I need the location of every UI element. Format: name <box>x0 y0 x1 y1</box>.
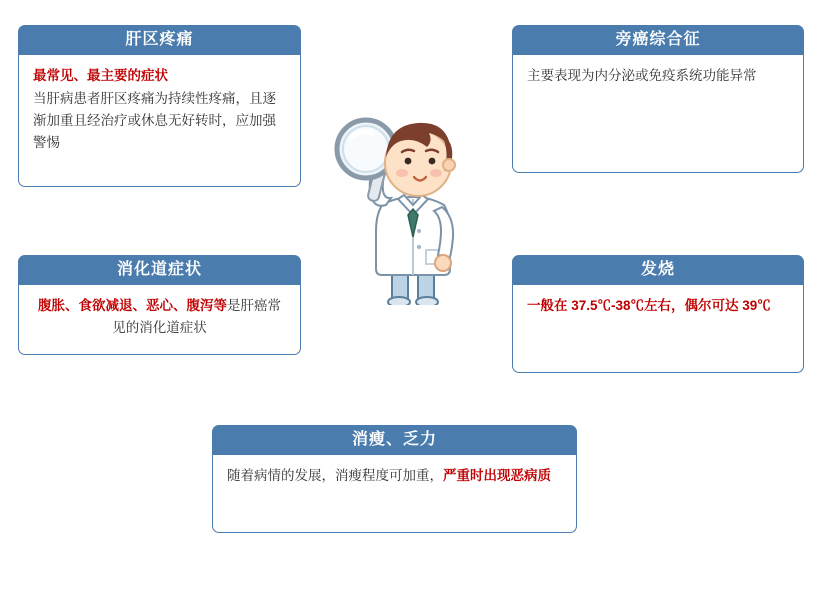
card-fever-highlight: 一般在 37.5℃-38℃左右，偶尔可达 39℃ <box>527 298 771 314</box>
card-wasting-text: 随着病情的发展，消瘦程度可加重， <box>227 468 443 484</box>
card-paraneoplastic-body <box>512 55 804 173</box>
card-liver-pain-body <box>18 55 301 187</box>
card-liver-pain-highlight: 最常见、最主要的症状 <box>33 68 168 84</box>
card-liver-pain <box>18 25 301 187</box>
card-digestive-body <box>18 285 301 355</box>
card-paraneoplastic <box>512 25 804 173</box>
card-digestive-highlight: 腹胀、食欲减退、恶心、腹泻等 <box>38 298 227 314</box>
card-fever-title: 发烧 <box>512 255 804 285</box>
card-fever <box>512 255 804 373</box>
card-digestive <box>18 255 301 355</box>
card-wasting-body <box>212 455 577 533</box>
card-paraneoplastic-text: 主要表现为内分泌或免疫系统功能异常 <box>527 68 757 84</box>
doctor-with-magnifier-illustration <box>330 105 500 305</box>
card-fever-body <box>512 285 804 373</box>
card-digestive-text: 是肝癌常见的消化道症状 <box>112 298 281 336</box>
card-liver-pain-title: 肝区疼痛 <box>18 25 301 55</box>
card-wasting-title: 消瘦、乏力 <box>212 425 577 455</box>
card-digestive-title: 消化道症状 <box>18 255 301 285</box>
card-wasting <box>212 425 577 533</box>
card-liver-pain-text: 当肝病患者肝区疼痛为持续性疼痛，且逐渐加重且经治疗或休息无好转时，应加强警惕 <box>33 91 276 150</box>
card-paraneoplastic-title: 旁癌综合征 <box>512 25 804 55</box>
card-wasting-highlight: 严重时出现恶病质 <box>443 468 551 484</box>
